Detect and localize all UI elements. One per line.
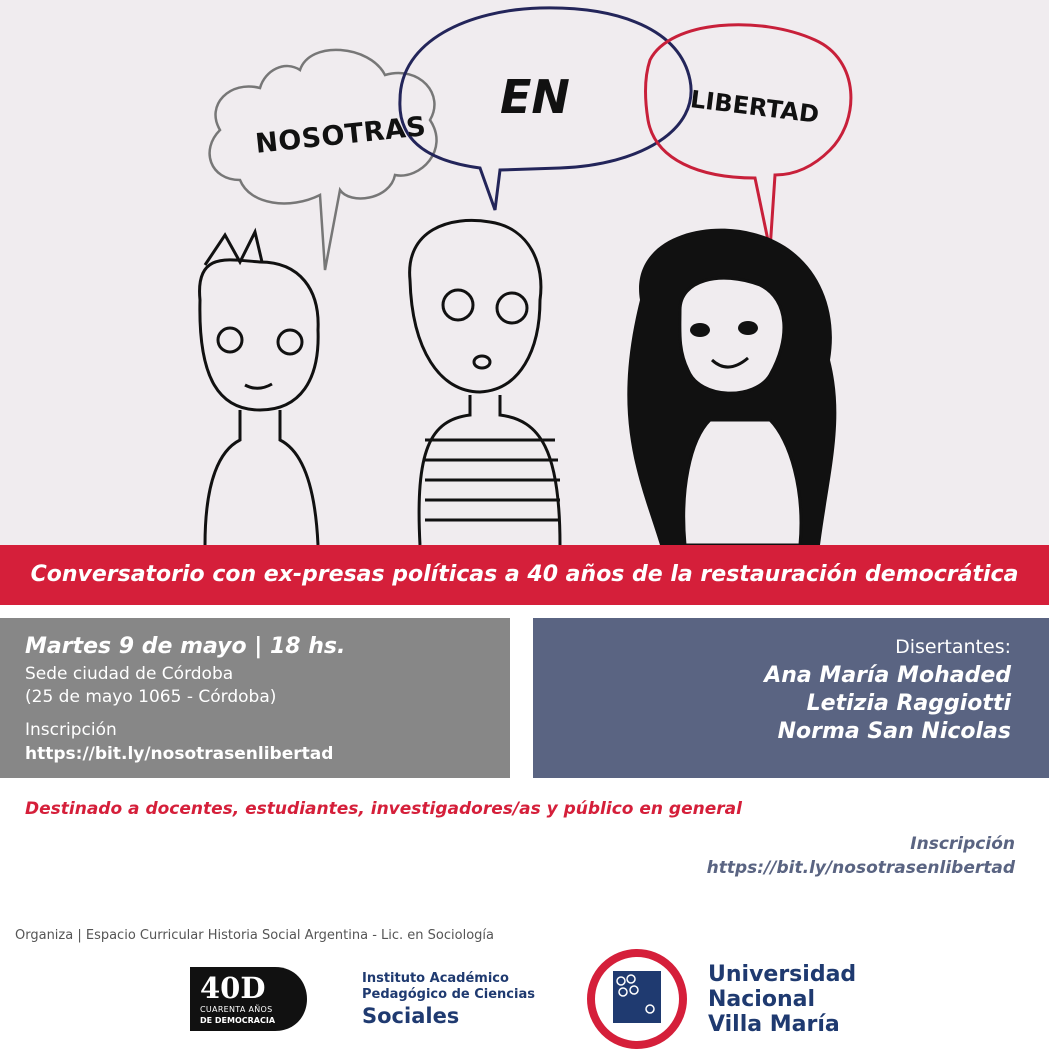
event-details-panel (0, 618, 510, 778)
event-date-time: Martes 9 de mayo | 18 hs. (25, 634, 346, 659)
speaker-name: Norma San Nicolas (777, 719, 1011, 744)
bubble-word-libertad: LIBERTAD (688, 85, 821, 129)
logo-unvm (708, 962, 856, 1037)
girl-right-figure (627, 229, 836, 545)
bubble-word-en: EN (500, 70, 570, 124)
boy-middle-figure (410, 220, 560, 545)
speakers-panel (533, 618, 1049, 778)
registration-label: Inscripción (25, 720, 117, 740)
instituto-line2: Pedagógico de Ciencias (362, 987, 535, 1002)
audience-note: Destinado a docentes, estudiantes, investigadores/as y público en general (25, 799, 742, 819)
instituto-line3: Sociales (362, 1004, 460, 1028)
logo-40-line1: CUARENTA AÑOS (200, 1005, 273, 1014)
logo-instituto (362, 971, 535, 1029)
instituto-line1: Instituto Académico (362, 971, 509, 986)
registration-repeat-label: Inscripción (910, 834, 1015, 854)
bubble-word-nosotras: NOSOTRAS (253, 111, 428, 160)
girl-left-figure (200, 232, 319, 545)
unvm-line2: Nacional (708, 987, 816, 1012)
logo-40-line2: DE DEMOCRACIA (200, 1016, 276, 1025)
unvm-line1: Universidad (708, 962, 857, 987)
event-address: (25 de mayo 1065 - Córdoba) (25, 687, 277, 707)
logo-40-democracia (190, 967, 307, 1031)
right-speech-bubble (646, 25, 851, 250)
registration-repeat (707, 832, 1015, 880)
logo-40-number: 40D (200, 971, 266, 1005)
event-venue: Sede ciudad de Córdoba (25, 664, 234, 684)
event-title-banner: Conversatorio con ex-presas políticas a 40 años de la restauración democrática (0, 545, 1049, 605)
speakers-title: Disertantes: (895, 636, 1011, 658)
registration-link[interactable]: https://bit.ly/nosotrasenlibertad (25, 744, 334, 764)
speaker-name: Ana María Mohaded (764, 663, 1011, 688)
organizer-credit: Organiza | Espacio Curricular Historia Social Argentina - Lic. en Sociología (15, 928, 494, 943)
speaker-name: Letizia Raggiotti (806, 691, 1011, 716)
registration-repeat-link[interactable]: https://bit.ly/nosotrasenlibertad (706, 858, 1015, 878)
unvm-line3: Villa María (708, 1012, 840, 1037)
unvm-logo-icon (585, 945, 693, 1053)
